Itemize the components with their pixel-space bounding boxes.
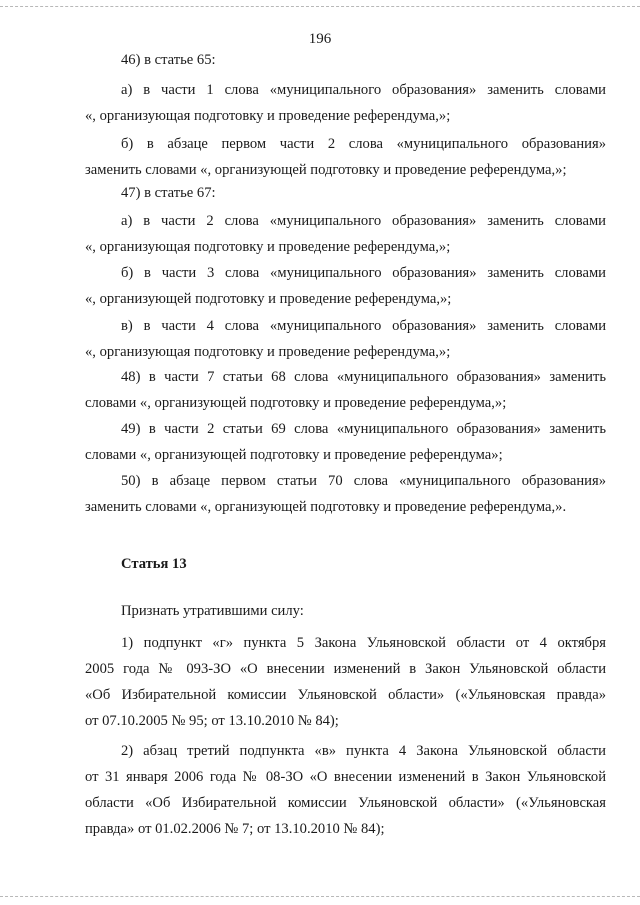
article-heading: Статья 13: [121, 556, 187, 572]
item-47-b: [85, 260, 606, 312]
paragraph-line: Признать утратившими силу:: [121, 603, 304, 619]
paragraph-line: словами «, организующей подготовку и проведение референдума»;: [85, 447, 503, 463]
paragraph-line: в) в части 4 слова «муниципального образования» заменить словами: [121, 318, 606, 334]
paragraph-line: а) в части 2 слова «муниципального образования» заменить словами: [121, 213, 606, 229]
page-number: 196: [308, 31, 332, 47]
scan-top-edge: [0, 6, 640, 7]
paragraph-line: 48) в части 7 статьи 68 слова «муниципального образования» заменить: [121, 369, 606, 385]
paragraph-line: от 31 января 2006 года № 08-ЗО «О внесении изменений в Закон Ульяновской: [85, 769, 606, 785]
item-48: [85, 364, 606, 416]
paragraph-line: б) в абзаце первом части 2 слова «муниципального образования»: [121, 136, 606, 152]
paragraph-line: заменить словами «, организующей подготовку и проведение референдума,»;: [85, 162, 567, 178]
paragraph-line: 2) абзац третий подпункта «в» пункта 4 Закона Ульяновской области: [121, 743, 606, 759]
paragraph-line: 47) в статье 67:: [121, 185, 216, 201]
paragraph-line: от 07.10.2005 № 95; от 13.10.2010 № 84);: [85, 713, 339, 729]
paragraph-line: 50) в абзаце первом статьи 70 слова «муниципального образования»: [121, 473, 606, 489]
item-47-v: [85, 313, 606, 365]
paragraph-line: заменить словами «, организующей подготовку и проведение референдума,».: [85, 499, 567, 515]
item-46-a: [85, 77, 606, 129]
paragraph-line: «, организующая подготовку и проведение референдума,»;: [85, 344, 451, 360]
item-50: [85, 468, 606, 520]
paragraph-line: б) в части 3 слова «муниципального образования» заменить словами: [121, 265, 606, 281]
item-47-a: [85, 208, 606, 260]
paragraph-line: 2005 года № 093-ЗО «О внесении изменений в Закон Ульяновской области: [85, 661, 606, 677]
article-item-1: [85, 630, 606, 734]
item-47: [85, 180, 606, 206]
paragraph-line: 1) подпункт «г» пункта 5 Закона Ульяновской области от 4 октября: [121, 635, 606, 651]
item-46-b: [85, 131, 606, 183]
item-46: [85, 47, 606, 73]
article-intro: [85, 598, 606, 624]
paragraph-line: словами «, организующей подготовку и проведение референдума,»;: [85, 395, 507, 411]
article-item-2: [85, 738, 606, 842]
paragraph-line: правда» от 01.02.2006 № 7; от 13.10.2010 № 84);: [85, 821, 385, 837]
paragraph-line: 46) в статье 65:: [121, 52, 216, 68]
item-49: [85, 416, 606, 468]
scan-bottom-edge: [0, 896, 640, 897]
paragraph-line: области «Об Избирательной комиссии Ульяновской области» («Ульяновская: [85, 795, 606, 811]
paragraph-line: «, организующая подготовку и проведение референдума,»;: [85, 239, 451, 255]
paragraph-line: 49) в части 2 статьи 69 слова «муниципального образования» заменить: [121, 421, 606, 437]
paragraph-line: «, организующая подготовку и проведение референдума,»;: [85, 108, 451, 124]
paragraph-line: а) в части 1 слова «муниципального образования» заменить словами: [121, 82, 606, 98]
paragraph-line: «, организующей подготовку и проведение референдума,»;: [85, 291, 452, 307]
paragraph-line: «Об Избирательной комиссии Ульяновской области» («Ульяновская правда»: [85, 687, 606, 703]
